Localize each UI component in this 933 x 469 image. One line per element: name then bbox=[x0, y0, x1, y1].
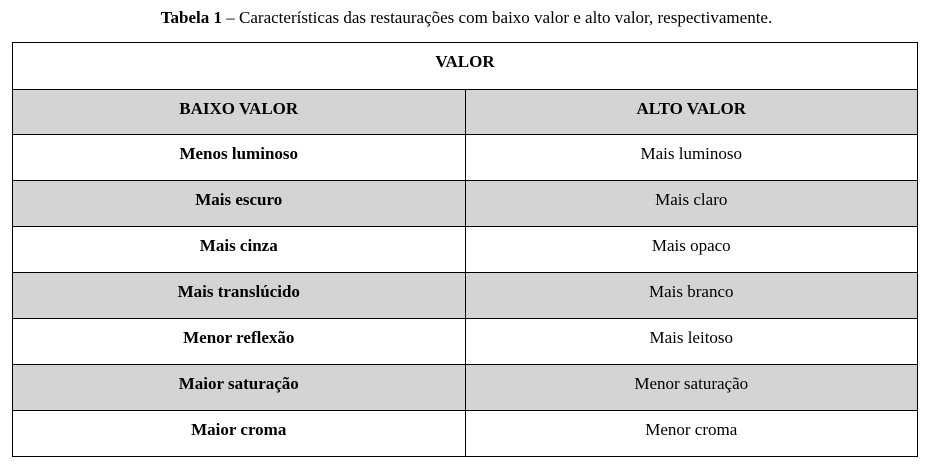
column-header-low: BAIXO VALOR bbox=[13, 90, 466, 135]
cell-high-value: Menor croma bbox=[465, 411, 918, 457]
cell-low-value: Menos luminoso bbox=[13, 135, 466, 181]
table-row bbox=[13, 273, 918, 319]
table-row bbox=[13, 365, 918, 411]
cell-low-value: Mais cinza bbox=[13, 227, 466, 273]
table-row bbox=[13, 181, 918, 227]
cell-high-value: Mais leitoso bbox=[465, 319, 918, 365]
table-title-row bbox=[13, 43, 918, 90]
table-title: VALOR bbox=[13, 43, 918, 90]
cell-high-value: Menor saturação bbox=[465, 365, 918, 411]
table-caption bbox=[0, 7, 933, 29]
column-header-row bbox=[13, 90, 918, 135]
cell-low-value: Maior saturação bbox=[13, 365, 466, 411]
caption-label: Tabela 1 bbox=[160, 8, 223, 27]
column-header-high: ALTO VALOR bbox=[465, 90, 918, 135]
value-characteristics-table bbox=[12, 42, 918, 457]
caption-text: Características das restaurações com baixo valor e alto valor, respectivamente. bbox=[239, 8, 773, 27]
cell-high-value: Mais branco bbox=[465, 273, 918, 319]
cell-low-value: Mais escuro bbox=[13, 181, 466, 227]
cell-low-value: Mais translúcido bbox=[13, 273, 466, 319]
cell-high-value: Mais claro bbox=[465, 181, 918, 227]
table-row bbox=[13, 411, 918, 457]
table-row bbox=[13, 319, 918, 365]
table-row bbox=[13, 227, 918, 273]
cell-high-value: Mais luminoso bbox=[465, 135, 918, 181]
table-row bbox=[13, 135, 918, 181]
cell-low-value: Maior croma bbox=[13, 411, 466, 457]
cell-high-value: Mais opaco bbox=[465, 227, 918, 273]
caption-separator: – bbox=[222, 8, 240, 27]
cell-low-value: Menor reflexão bbox=[13, 319, 466, 365]
